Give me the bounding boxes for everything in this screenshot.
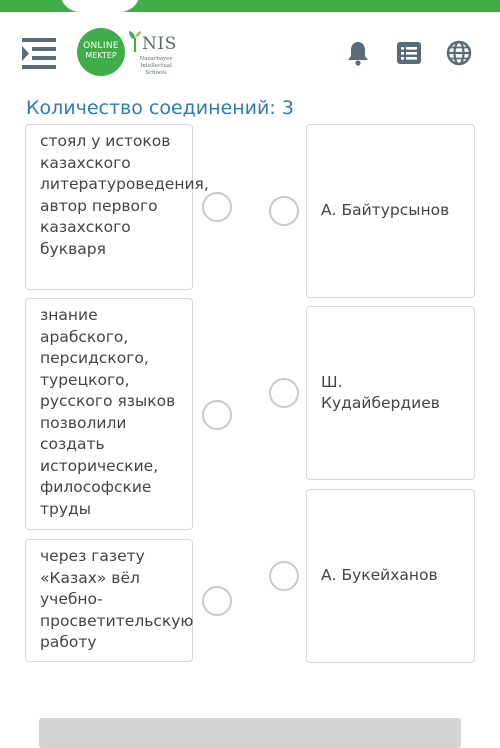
left-item-3[interactable] bbox=[25, 539, 193, 662]
right-connector-2[interactable] bbox=[269, 378, 299, 408]
globe-icon[interactable] bbox=[446, 40, 472, 66]
left-connector-2[interactable] bbox=[202, 400, 232, 430]
right-item-text: А. Букейханов bbox=[321, 566, 438, 585]
left-item-1[interactable] bbox=[25, 124, 209, 290]
right-item-text: А. Байтурсынов bbox=[321, 201, 450, 220]
top-bar bbox=[0, 0, 500, 12]
question-title: Количество соединений: 3 bbox=[26, 97, 294, 119]
logo-online-text: ONLINE bbox=[83, 41, 119, 51]
menu-icon[interactable] bbox=[20, 36, 58, 70]
left-item-text: стоял у истоков казахского литературоведения, автор первого казахского букваря bbox=[40, 132, 209, 258]
right-connector-3[interactable] bbox=[269, 561, 299, 591]
list-icon[interactable] bbox=[396, 40, 422, 66]
left-item-2[interactable] bbox=[25, 298, 193, 530]
bell-icon[interactable] bbox=[345, 40, 371, 66]
left-connector-3[interactable] bbox=[202, 586, 232, 616]
right-item-1[interactable] bbox=[306, 124, 475, 298]
nis-sprout-icon bbox=[128, 30, 142, 52]
top-bar-bubble bbox=[60, 0, 140, 12]
left-item-text: через газету «Казах» вёл учебно-просветительскую работу bbox=[40, 547, 194, 651]
online-mektep-logo bbox=[77, 28, 125, 76]
right-connector-1[interactable] bbox=[269, 196, 299, 226]
right-item-3[interactable] bbox=[306, 489, 475, 663]
right-item-2[interactable] bbox=[306, 306, 475, 480]
logo-mektep-text: MEKTEP bbox=[85, 51, 117, 60]
submit-button[interactable] bbox=[39, 718, 461, 748]
right-item-text: Ш. Кудайбердиев bbox=[321, 372, 440, 412]
header bbox=[0, 12, 500, 92]
nis-logo bbox=[128, 30, 180, 80]
left-item-text: знание арабского, персидского, турецкого, русского языков позволили создать исторические, философские труды bbox=[40, 306, 176, 518]
nis-logo-text: NIS bbox=[142, 34, 177, 54]
nis-subtitle: Nazarbayev Intellectual Schools bbox=[139, 56, 173, 76]
left-connector-1[interactable] bbox=[202, 192, 232, 222]
